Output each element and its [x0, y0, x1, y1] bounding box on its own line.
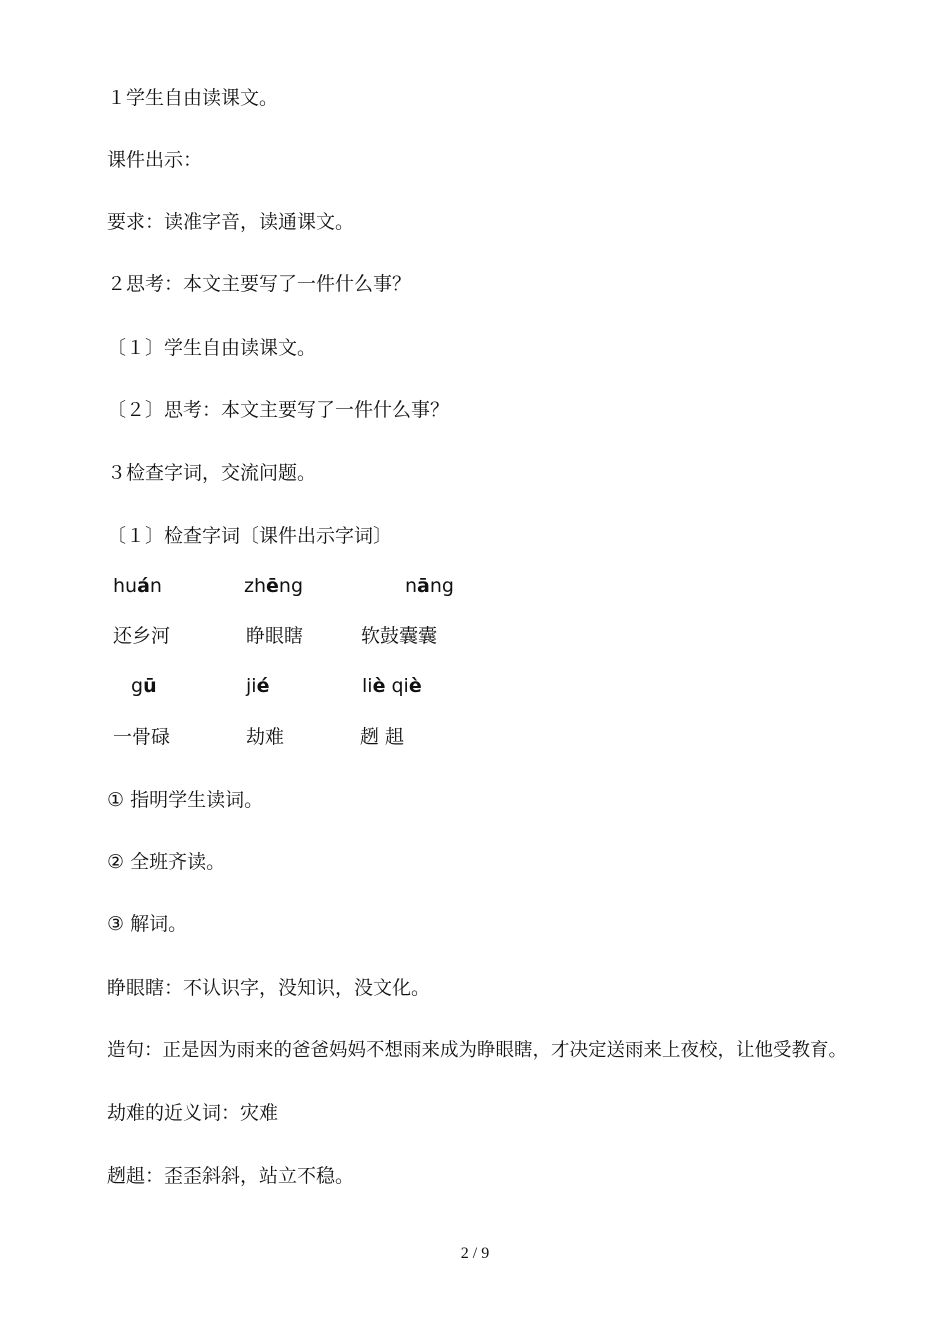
word-yigulu: 一骨碌	[113, 726, 171, 748]
text-line-2: 课件出示：	[107, 149, 203, 171]
word-ruangunangnang: 软鼓囊囊	[361, 625, 438, 647]
pinyin-huan: huán	[113, 575, 162, 597]
text-line-10: ② 全班齐读。	[107, 851, 226, 873]
text-line-9: ① 指明学生读词。	[107, 789, 264, 811]
text-line-6: 〔２〕思考：本文主要写了一件什么事？	[107, 399, 450, 421]
text-line-4: ２思考：本文主要写了一件什么事？	[107, 273, 412, 295]
word-lieqie: 趔 趄	[360, 726, 405, 748]
text-line-5: 〔１〕学生自由读课文。	[107, 337, 317, 359]
pinyin-jie: jié	[246, 675, 270, 697]
text-line-14: 劫难的近义词：灾难	[107, 1102, 279, 1124]
word-jienan: 劫难	[246, 726, 285, 748]
pinyin-zheng: zhēng	[244, 575, 304, 597]
text-line-15: 趔趄：歪歪斜斜，站立不稳。	[107, 1165, 355, 1187]
text-line-11: ③ 解词。	[107, 913, 188, 935]
word-huanxianghe: 还乡河	[113, 625, 171, 647]
text-line-1: １学生自由读课文。	[107, 87, 279, 109]
page-number: 2 / 9	[460, 1245, 490, 1262]
pinyin-nang: nāng	[405, 575, 454, 597]
pinyin-lieqie: liè qiè	[362, 675, 422, 697]
text-line-7: ３检查字词，交流问题。	[107, 462, 317, 484]
pinyin-gu: gū	[131, 675, 157, 697]
word-zhengyanxia: 睁眼瞎	[246, 625, 304, 647]
text-line-8: 〔１〕检查字词〔课件出示字词〕	[107, 525, 393, 547]
text-line-12: 睁眼瞎：不认识字，没知识，没文化。	[107, 977, 431, 999]
text-line-13: 造句：正是因为雨来的爸爸妈妈不想雨来成为睁眼瞎，才决定送雨来上夜校，让他受教育。	[107, 1040, 848, 1061]
text-line-3: 要求：读准字音，读通课文。	[107, 211, 355, 233]
